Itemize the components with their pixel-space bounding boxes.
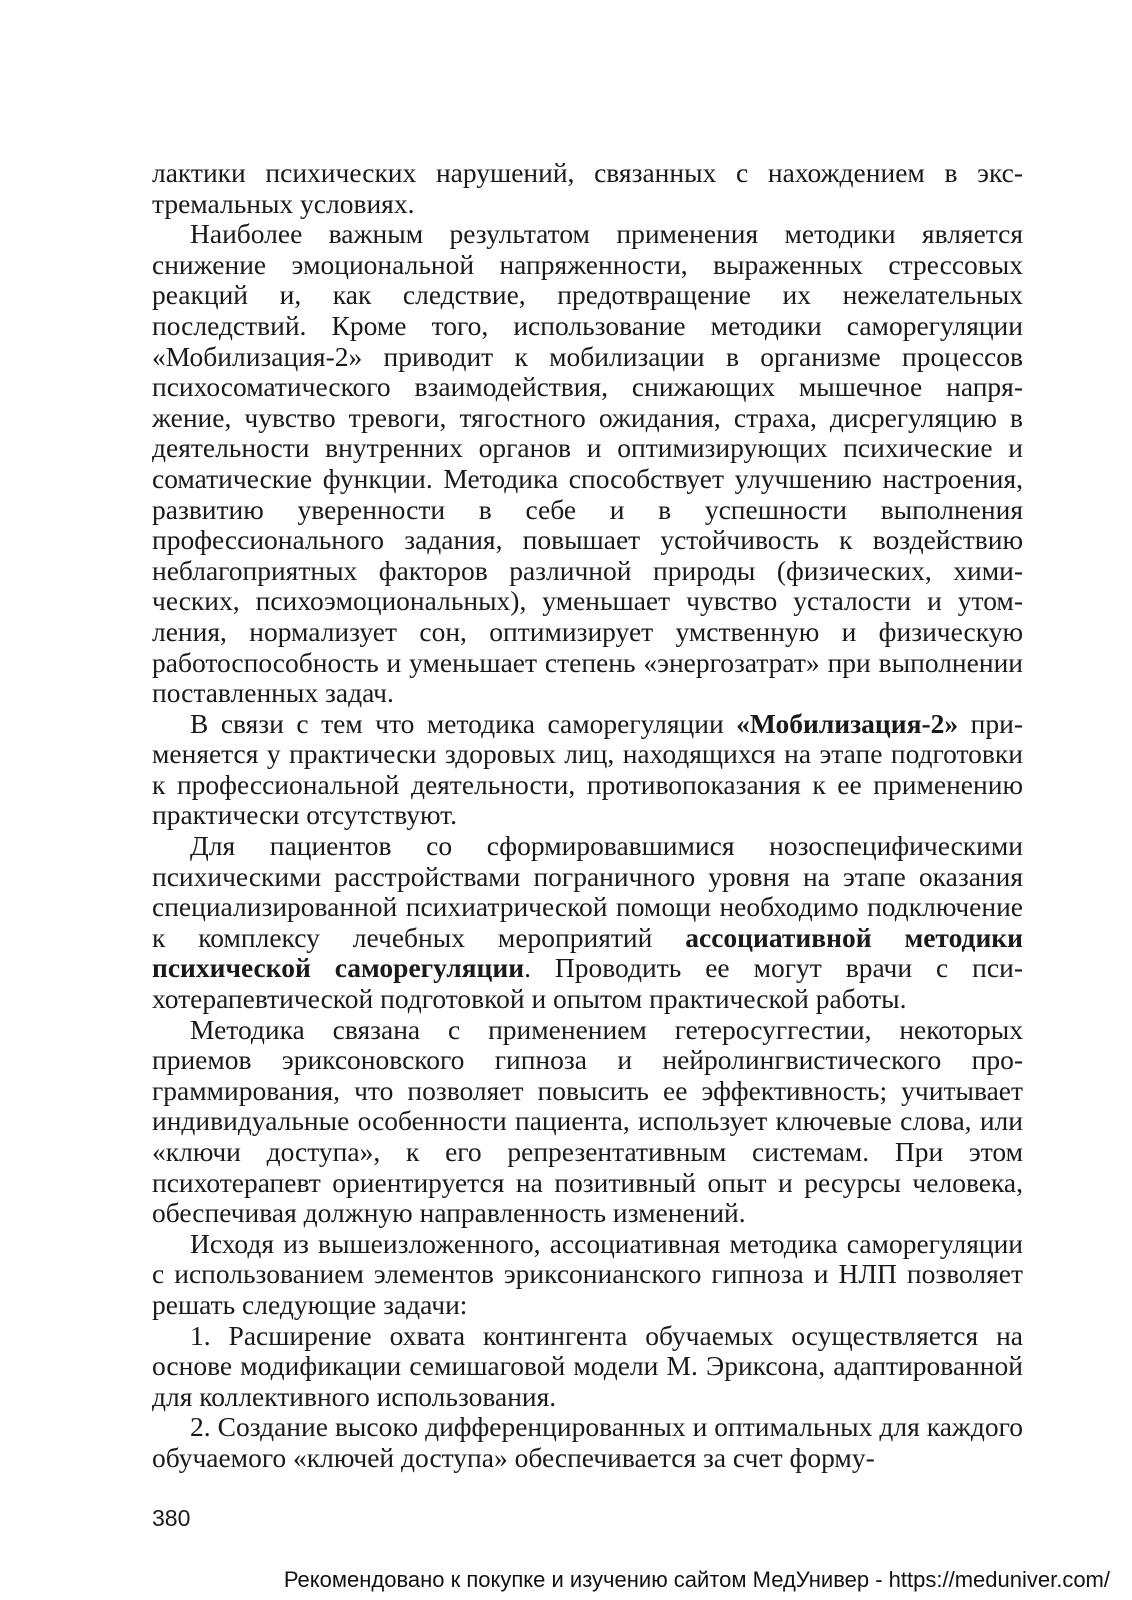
text-run: Исходя из вышеизложенного, ассоциативная методика саморегуляции с использованием элементов эриксонианского гипноза и НЛП позволяет решать следующие задачи:	[152, 1227, 1023, 1320]
text-run: . Проводить ее могут врачи с психотерапевтической подготовкой и опытом практической работы.	[152, 952, 1023, 1015]
bold-term: «Мобилизация-2»	[736, 707, 959, 739]
page-number: 380	[152, 1505, 191, 1531]
paragraph	[152, 1015, 1023, 1229]
text-run: Методика связана с применением гетеросуггестии, некоторых приемов эриксоновского гипноза и нейролингвистического программирования, что позволяет повысить ее эффективность; учитывает индивидуальные особенности пациента, использует ключевые слова, или «ключи доступа», к его репрезентативным системам. При этом психотерапевт ориентируется на позитивный опыт и ресурсы человека, обеспечивая должную направленность изменений.	[152, 1013, 1023, 1229]
text-run: Наиболее важным результатом применения методики является снижение эмоциональной напряженности, выраженных стрессовых реакций и, как следствие, предотвращение их нежелательных последствий. Кроме того, использование методики саморегуляции «Мобилизация-2» приводит к мобилизации в организме процессов психосоматического взаимодействия, снижающих мышечное напряжение, чувство тревоги, тягостного ожидания, страха, дисрегуляцию в деятельности внутренних органов и оптимизирующих психические и соматические функции. Методика способствует улучшению настроения, развитию уверенности в себе и в успешности выполнения профессионального задания, повышает устойчивость к воздействию неблагоприятных факторов различной природы (физических, химических, психоэмоциональных), уменьшает чувство усталости и утомления, нормализует сон, оптимизирует умственную и физическую работоспособность и уменьшает степень «энергозатрат» при выполнении поставленных задач.	[152, 218, 1023, 709]
bold-term: ассоциативной методики психической саморегуляции	[152, 921, 1023, 984]
paragraph	[152, 158, 1023, 219]
text-run: лактики психических нарушений, связанных с нахождением в экстремальных условиях.	[152, 157, 1023, 219]
paragraph	[152, 1229, 1023, 1321]
text-run: 2. Создание высоко дифференцированных и оптимальных для каждого обучаемого «ключей доступа» обеспечивается за счет форму-	[152, 1411, 1023, 1473]
paragraph	[152, 831, 1023, 1015]
text-run: применяется у практически здоровых лиц, находящихся на этапе подготовки к профессиональной деятельности, противопоказания к ее применению практически отсутствуют.	[152, 707, 1023, 831]
page-body	[152, 158, 1023, 1474]
paragraph	[152, 219, 1023, 709]
paragraph	[152, 1321, 1023, 1413]
footer-recommendation: Рекомендовано к покупке и изучению сайтом МедУнивер - https://meduniver.com/	[283, 1567, 1110, 1592]
paragraph	[152, 709, 1023, 831]
text-run: В связи с тем что методика саморегуляции	[190, 707, 737, 739]
text-run: Для пациентов со сформировавшимися нозоспецифическими психическими расстройствами пограничного уровня на этапе оказания специализированной психиатрической помощи необходимо подключение к комплексу лечебных мероприятий	[152, 830, 1023, 953]
paragraph	[152, 1412, 1023, 1473]
text-run: 1. Расширение охвата контингента обучаемых осуществляется на основе модификации семишаговой модели М. Эриксона, адаптированной для коллективного использования.	[152, 1319, 1023, 1412]
